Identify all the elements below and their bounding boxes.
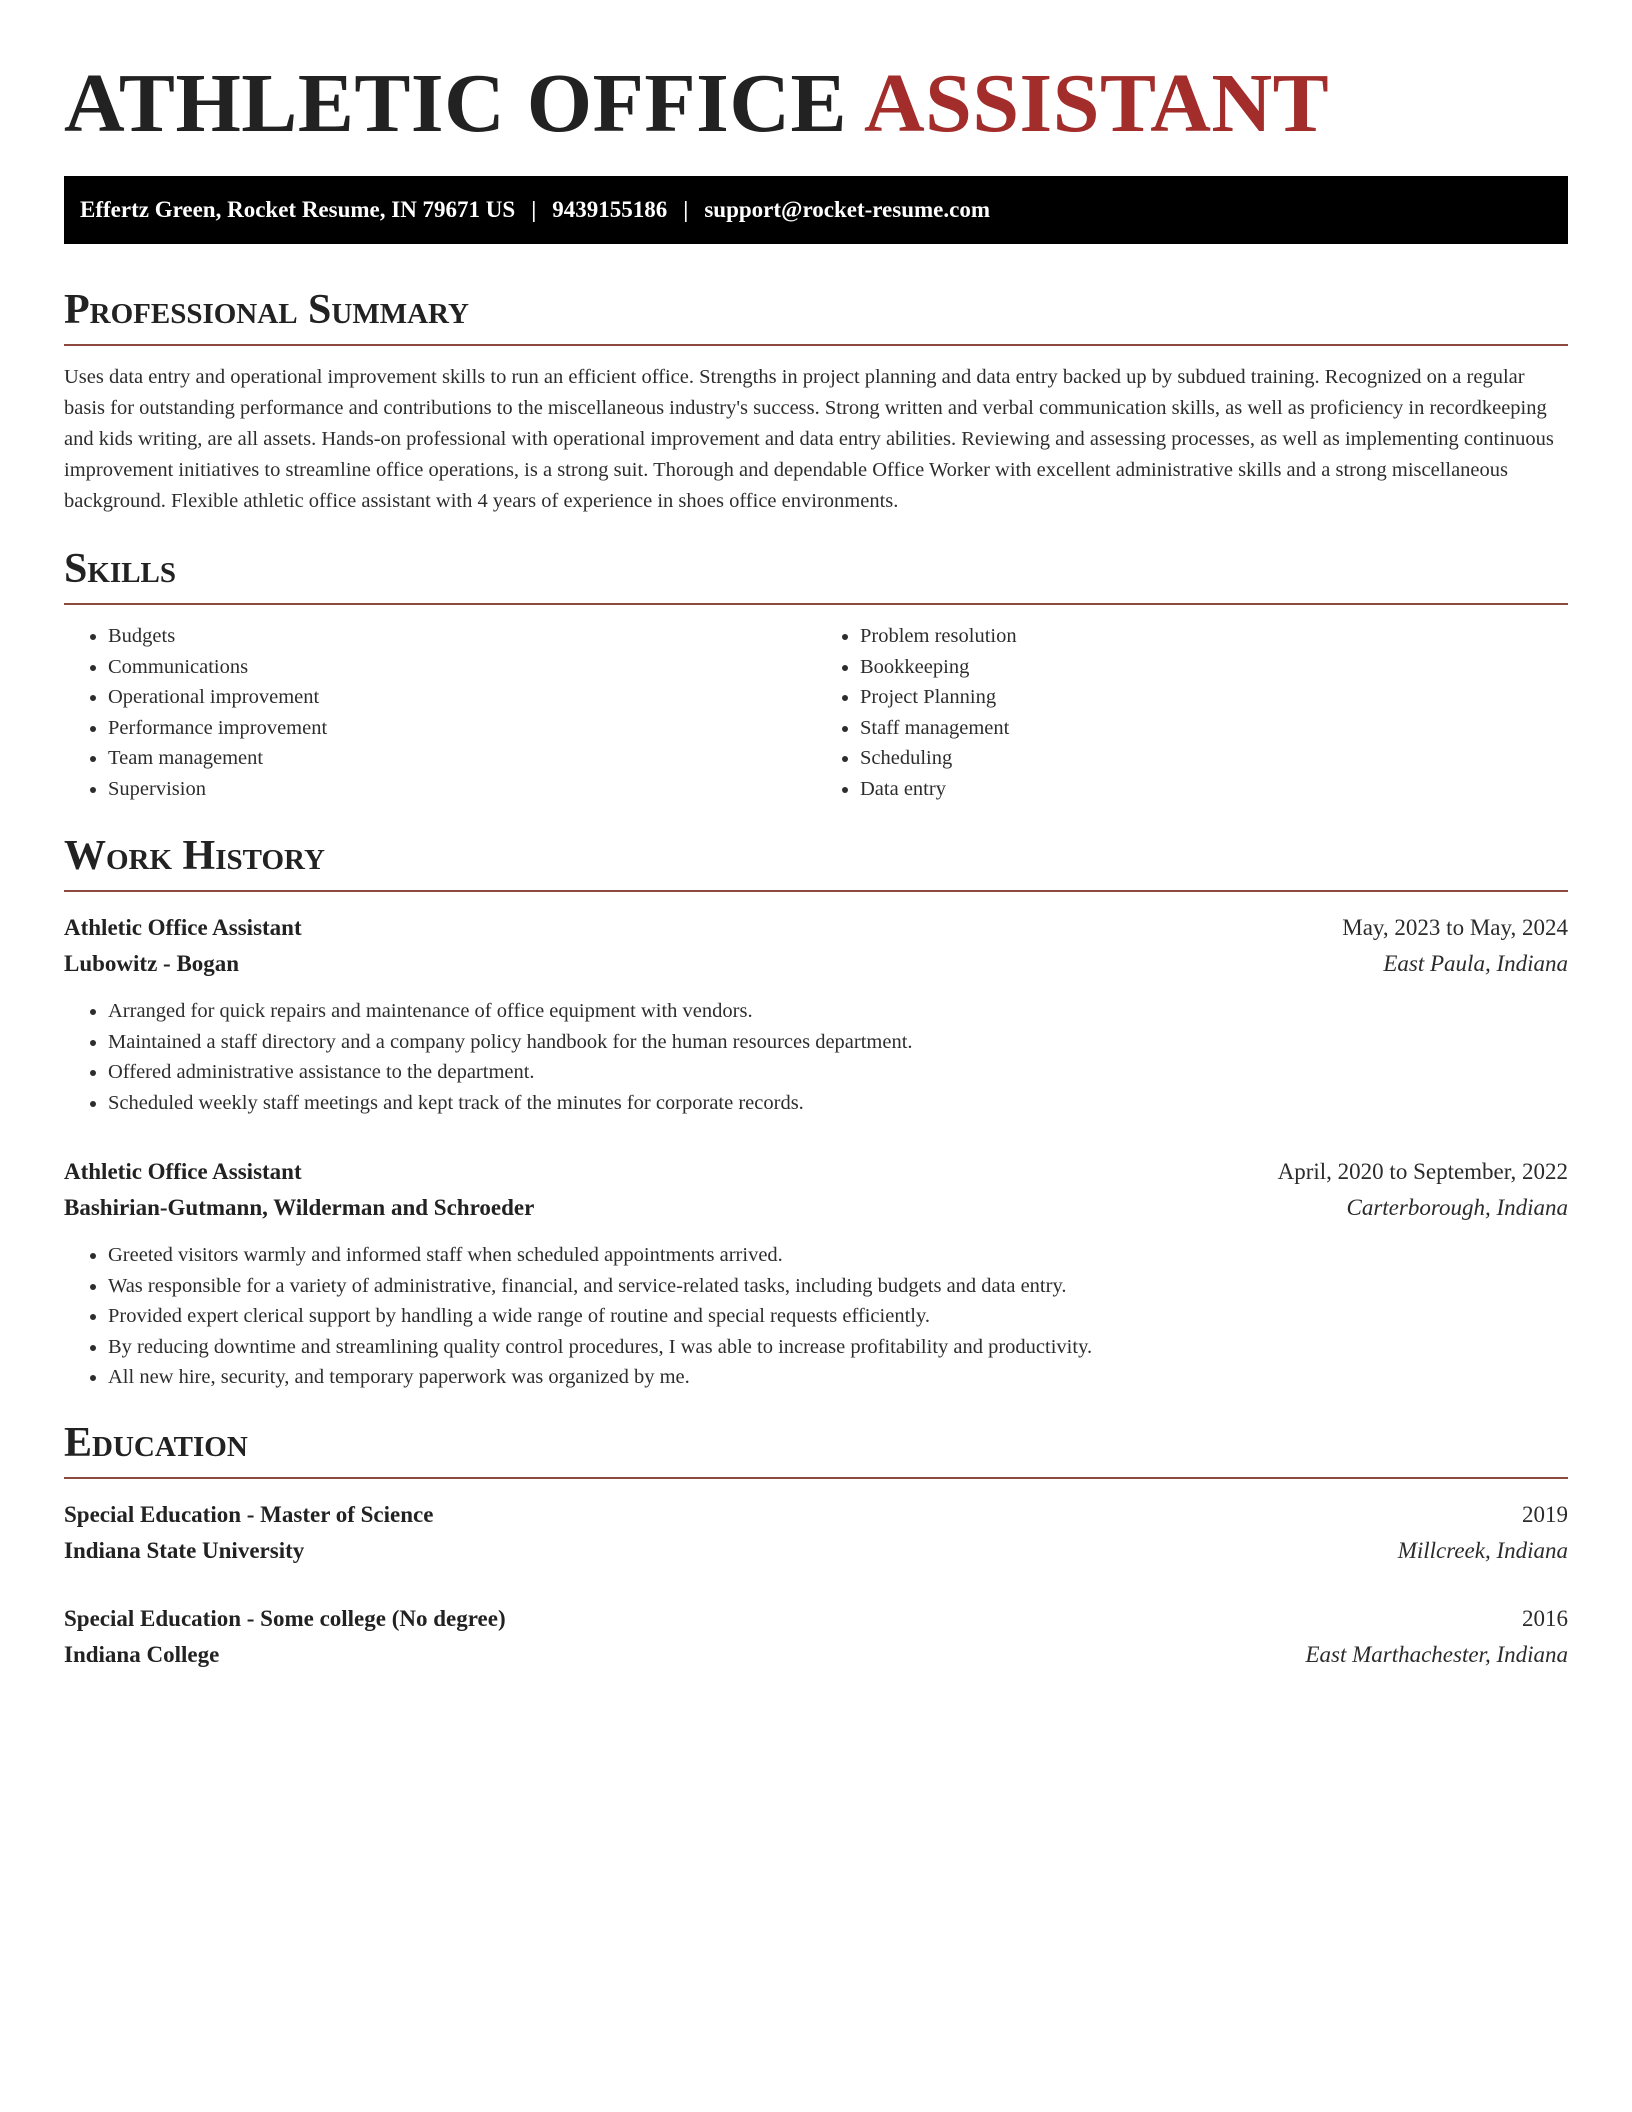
education-degree-row [64, 1497, 1568, 1533]
summary-section [64, 288, 1568, 517]
skill-item: • Supervision [108, 774, 816, 805]
duty-item: • Scheduled weekly staff meetings and kept track of the minutes for corporate records. [108, 1088, 1568, 1119]
skill-item: • Scheduling [860, 743, 1568, 774]
job-company: Lubowitz - Bogan [64, 951, 240, 976]
skills-section [64, 547, 1568, 804]
education-location: East Marthachester, Indiana [1305, 1641, 1568, 1667]
contact-separator: | [683, 197, 689, 222]
duty-item: • Maintained a staff directory and a company policy handbook for the human resources department. [108, 1027, 1568, 1058]
education-school-row [64, 1533, 1568, 1569]
job-company-row [64, 1190, 1568, 1226]
contact-email: support@rocket-resume.com [704, 197, 990, 222]
skill-item: • Staff management [860, 713, 1568, 744]
job-location: Carterborough, Indiana [1346, 1195, 1568, 1220]
job-title: Athletic Office Assistant [64, 1159, 302, 1184]
job-title-row [64, 910, 1568, 946]
skill-item: • Operational improvement [108, 682, 816, 713]
job-entry [64, 910, 1568, 1118]
job-title: Athletic Office Assistant [64, 915, 302, 940]
education-section [64, 1421, 1568, 1673]
education-degree: Special Education - Some college (No degree) [64, 1605, 506, 1631]
contact-phone: 9439155186 [552, 197, 668, 222]
job-dates: April, 2020 to September, 2022 [1277, 1159, 1568, 1184]
education-degree-row [64, 1601, 1568, 1637]
duty-item: • By reducing downtime and streamlining quality control procedures, I was able to increase profitability and productivity. [108, 1332, 1568, 1363]
skill-item: • Problem resolution [860, 621, 1568, 652]
duty-item: • Was responsible for a variety of administrative, financial, and service-related tasks, including budgets and data entry. [108, 1271, 1568, 1302]
education-entry [64, 1497, 1568, 1569]
education-heading: Education [64, 1421, 1568, 1479]
resume-title [64, 56, 1568, 152]
job-company-row [64, 946, 1568, 982]
skill-item: • Data entry [860, 774, 1568, 805]
job-title-row [64, 1154, 1568, 1190]
skills-list-left [64, 621, 816, 804]
summary-heading: Professional Summary [64, 288, 1568, 346]
job-duties [64, 996, 1568, 1118]
title-main: ATHLETIC OFFICE [64, 57, 848, 150]
skills-grid [64, 621, 1568, 804]
education-school: Indiana College [64, 1641, 220, 1667]
work-section [64, 834, 1568, 1393]
education-degree: Special Education - Master of Science [64, 1501, 434, 1527]
skill-item: • Bookkeeping [860, 652, 1568, 683]
skill-item: • Communications [108, 652, 816, 683]
skill-item: • Budgets [108, 621, 816, 652]
job-duties [64, 1240, 1568, 1393]
work-heading: Work History [64, 834, 1568, 892]
duty-item: • Greeted visitors warmly and informed staff when scheduled appointments arrived. [108, 1240, 1568, 1271]
job-entry [64, 1154, 1568, 1393]
job-dates: May, 2023 to May, 2024 [1342, 915, 1568, 940]
education-school: Indiana State University [64, 1537, 305, 1563]
duty-item: • All new hire, security, and temporary paperwork was organized by me. [108, 1362, 1568, 1393]
skills-list-right [816, 621, 1568, 804]
duty-item: • Provided expert clerical support by handling a wide range of routine and special requests efficiently. [108, 1301, 1568, 1332]
job-company: Bashirian-Gutmann, Wilderman and Schroeder [64, 1195, 535, 1220]
resume-content [64, 56, 1568, 1673]
education-school-row [64, 1637, 1568, 1673]
skill-item: • Project Planning [860, 682, 1568, 713]
education-location: Millcreek, Indiana [1397, 1537, 1568, 1563]
education-entry [64, 1601, 1568, 1673]
duty-item: • Offered administrative assistance to the department. [108, 1057, 1568, 1088]
education-year: 2019 [1522, 1501, 1568, 1527]
contact-bar [64, 176, 1568, 244]
title-accent: ASSISTANT [863, 57, 1330, 150]
skill-item: • Performance improvement [108, 713, 816, 744]
skills-heading: Skills [64, 547, 1568, 605]
duty-item: • Arranged for quick repairs and maintenance of office equipment with vendors. [108, 996, 1568, 1027]
summary-text: Uses data entry and operational improvement skills to run an efficient office. Strengths in project planning and data entry backed up by subdued training. Recognized on a regular basis for outstanding performance and contributions to the miscellaneous industry's success. Strong written and verbal communication skills, as well as proficiency in recordkeeping and kids writing, are all assets. Hands-on professional with operational improvement and data entry abilities. Reviewing and assessing processes, as well as implementing continuous improvement initiatives to streamline office operations, is a strong suit. Thorough and dependable Office Worker with excellent administrative skills and a strong miscellaneous background. Flexible athletic office assistant with 4 years of experience in shoes office environments. [64, 366, 1554, 512]
education-year: 2016 [1522, 1605, 1568, 1631]
contact-separator: | [531, 197, 537, 222]
skill-item: • Team management [108, 743, 816, 774]
job-location: East Paula, Indiana [1383, 951, 1568, 976]
contact-address: Effertz Green, Rocket Resume, IN 79671 US [80, 197, 516, 222]
